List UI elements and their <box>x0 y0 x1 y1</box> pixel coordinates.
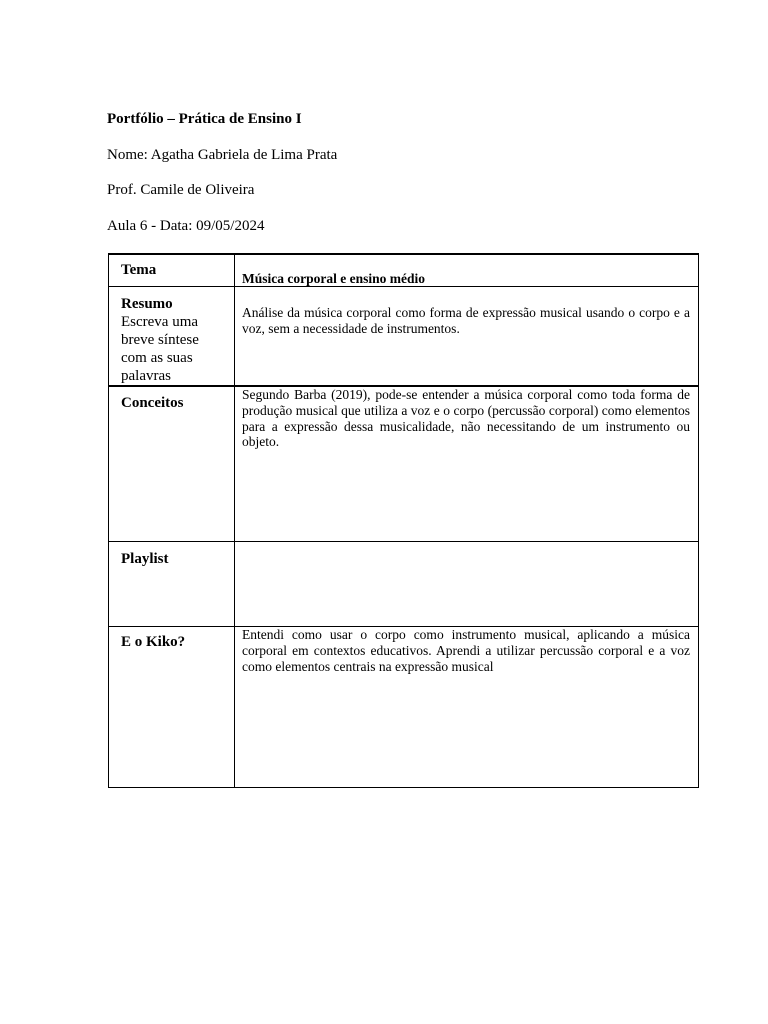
resumo-value: Análise da música corporal como forma de expressão musical usando o corpo e a voz, sem a necessidade de instrumentos. <box>242 305 690 336</box>
student-name: Nome: Agatha Gabriela de Lima Prata <box>107 147 338 163</box>
tema-value: Música corporal e ensino médio <box>242 271 425 286</box>
tema-label: Tema <box>121 262 157 278</box>
table-border-left <box>108 253 109 788</box>
kiko-label: E o Kiko? <box>121 634 186 650</box>
table-border-bottom <box>108 787 699 788</box>
professor-name: Prof. Camile de Oliveira <box>107 182 255 198</box>
playlist-label: Playlist <box>121 551 169 567</box>
table-column-divider <box>234 253 235 788</box>
table-border-right <box>698 253 699 788</box>
document-title: Portfólio – Prática de Ensino I <box>107 111 302 127</box>
conceitos-value: Segundo Barba (2019), pode-se entender a música corporal como toda forma de produção musical que utiliza a voz e o corpo (percussão corporal) como elementos para a expressão dessa musicalidade, não necessitando de um instrumento ou objeto. <box>242 387 690 450</box>
resumo-instruction: Escreva uma breve síntese com as suas palavras <box>121 314 199 384</box>
kiko-value: Entendi como usar o corpo como instrumento musical, aplicando a música corporal em contextos educativos. Aprendi a utilizar percussão corporal e a voz como elementos centrais na expressão musical <box>242 627 690 674</box>
table-row-divider <box>108 541 699 542</box>
class-date: Aula 6 - Data: 09/05/2024 <box>107 218 265 234</box>
table-border-top <box>108 253 699 255</box>
conceitos-label: Conceitos <box>121 395 184 411</box>
resumo-label: Resumo <box>121 296 173 312</box>
